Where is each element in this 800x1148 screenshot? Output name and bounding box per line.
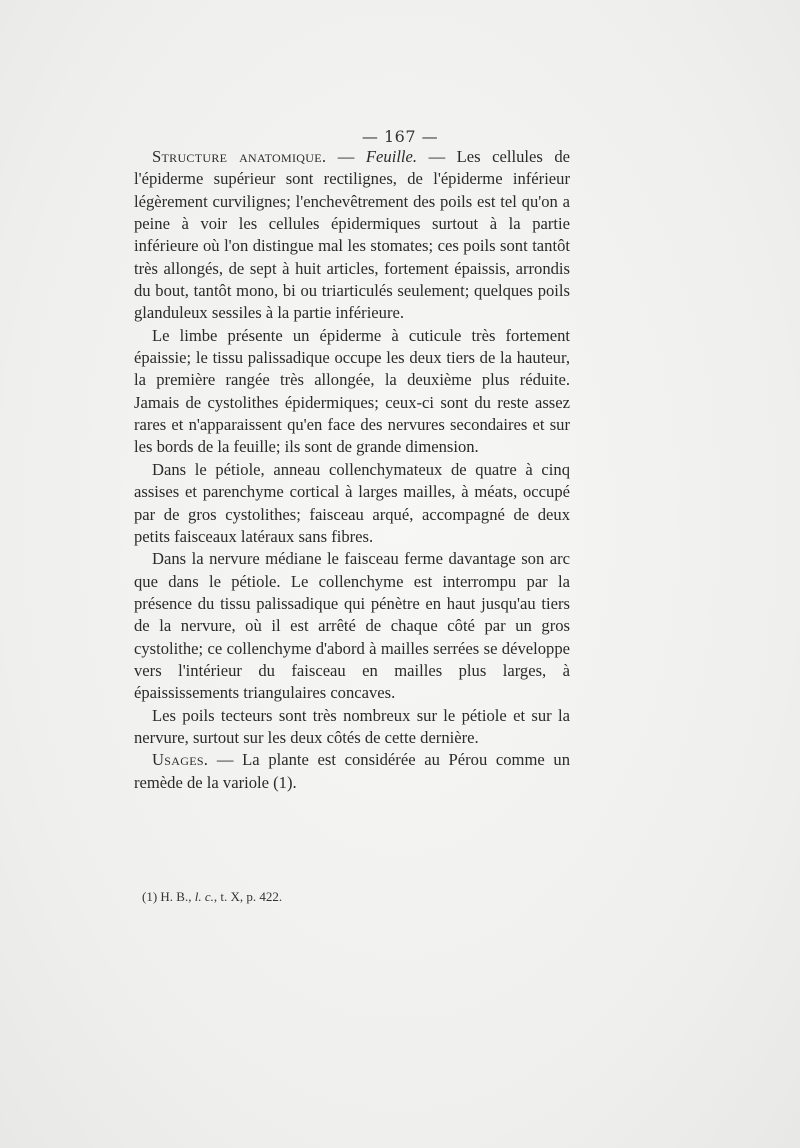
paragraph-petiole: Dans le pétiole, anneau collenchymateux de quatre à cinq assises et parenchyme cortical à larges mailles, à méats, occupé par de gros cystolithes; faisceau arqué, accompagné de deux petits faisceaux latéraux sans fibres. bbox=[134, 459, 570, 546]
heading-separator: — bbox=[326, 147, 366, 166]
subheading-feuille: Feuille. bbox=[365, 147, 418, 166]
paragraph-poils-tecteurs: Les poils tecteurs sont très nombreux sur le pétiole et sur la nervure, surtout sur les deux côtés de cette dernière. bbox=[134, 705, 570, 747]
paragraph-text: — La plante est considérée au Pérou comme un remède de la variole (1). bbox=[134, 750, 570, 792]
paragraph-structure-anatomique bbox=[134, 146, 570, 325]
footnote-prefix: (1) H. B., bbox=[142, 889, 195, 904]
section-heading-usages: Usages. bbox=[152, 750, 209, 770]
footnote-italic: l. c. bbox=[194, 889, 214, 904]
paragraph-nervure: Dans la nervure médiane le faisceau ferme davantage son arc que dans le pétiole. Le collenchyme est interrompu par la présence du tissu palissadique qui pénètre en haut jusqu'au tiers de la nervure, où il est arrêté de chaque côté par un gros cystolithe; ce collenchyme d'abord à mailles serrées se développe vers l'intérieur du faisceau en mailles plus larges, à épaississements triangulaires concaves. bbox=[134, 549, 570, 703]
section-heading-structure: Structure anatomique. bbox=[152, 147, 327, 166]
body-text bbox=[134, 146, 570, 794]
paragraph-limbe: Le limbe présente un épiderme à cuticule très fortement épaissie; le tissu palissadique occupe les deux tiers de la hauteur, la première rangée très allongée, la deuxième plus réduite. Jamais de cystolithes épidermiques; ceux-ci sont du reste assez rares et n'apparaissent qu'en face des nervures secondaires et sur les bords de la feuille; ils sont de grande dimension. bbox=[134, 325, 570, 457]
paragraph-usages bbox=[134, 749, 570, 794]
paragraph-text: — Les cellules de l'épiderme supérieur sont rectilignes, de l'épiderme inférieur légèrement curvilignes; l'enchevêtrement des poils est tel qu'on a peine à voir les cellules épidermiques surtout à la partie inférieure où l'on distingue mal les stomates; ces poils sont tantôt très allongés, de sept à huit articles, fortement épaissis, arrondis du bout, tantôt mono, bi ou triarticulés seulement; quelques poils glanduleux sessiles à la partie inférieure. bbox=[134, 147, 570, 323]
footnote bbox=[134, 888, 570, 906]
footnote-suffix: , t. X, p. 422. bbox=[213, 889, 283, 904]
page-number: — 167 — bbox=[361, 127, 439, 146]
